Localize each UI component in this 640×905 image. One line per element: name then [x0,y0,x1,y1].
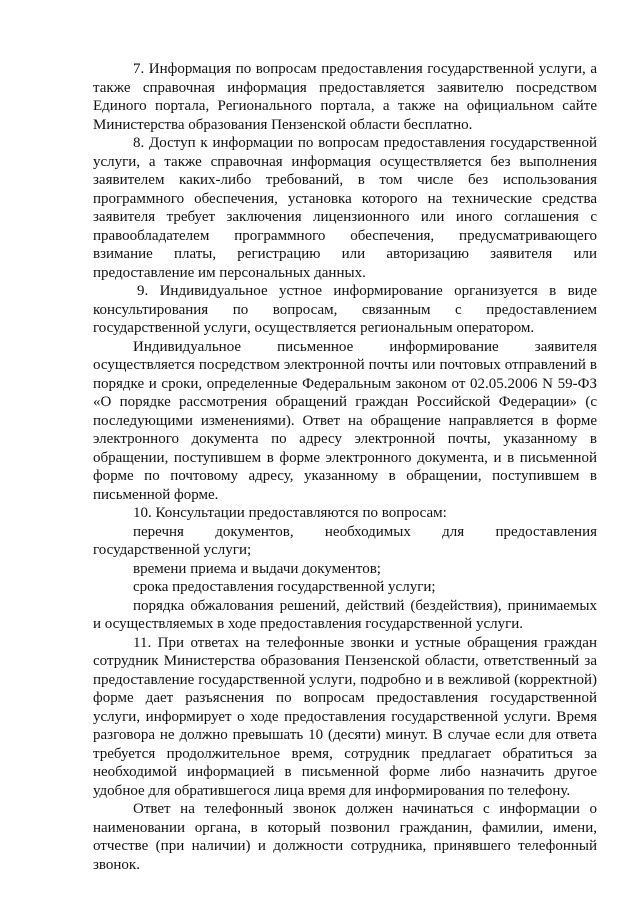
paragraph-7-online-info: 7. Информация по вопросам предоставления государственной услуги, а также справочная информация предоставляется заявителю посредством Единого портала, Регионального портала, а также на официальном сайте Министерства образования Пензенской области бесплатно. [93,61,597,133]
list-item-documents: перечня документов, необходимых для предоставления государственной услуги; [93,523,597,558]
list-item-appeal-procedure: порядка обжалования решений, действий (бездействия), принимаемых и осуществляемых в ходе предоставления государственной услуги. [93,597,597,632]
paragraph-phone-greeting: Ответ на телефонный звонок должен начинаться с информации о наименовании органа, в который позвонил гражданин, фамилии, имени, отчестве (при наличии) и должности сотрудника, принявшего телефонный звонок. [93,801,597,873]
paragraph-written-informing: Индивидуальное письменное информирование заявителя осуществляется посредством электронной почты или почтовых отправлений в порядке и сроки, определенные Федеральным законом от 02.05.2006 N 59-ФЗ «О порядке рассмотрения обращений граждан Российской Федерации» (с последующими изменениями). Ответ на обращение направляется в форме электронного документа по адресу электронной почты, указанному в обращении, поступившем в форме электронного документа, и в письменной форме по почтовому адресу, указанному в обращении, поступившем в письменной форме. [93,338,597,503]
paragraph-8-free-access: 8. Доступ к информации по вопросам предоставления государственной услуги, а также справочная информация осуществляется без выполнения заявителем каких-либо требований, в том числе без использования программного обеспечения, установка которого на технические средства заявителя требует заключения лицензионного или иного соглашения с правообладателем программного обеспечения, предусматривающего взимание платы, регистрацию или авторизацию заявителя или предоставление им персональных данных. [93,135,597,281]
paragraph-11-phone-answers: 11. При ответах на телефонные звонки и устные обращения граждан сотрудник Министерства образования Пензенской области, ответственный за предоставление государственной услуги, подробно и в вежливой (корректной) форме дает разъяснения по вопросам предоставления государственной услуги, информирует о ходе предоставления государственной услуги. Время разговора не должно превышать 10 (десяти) минут. В случае если для ответа требуется продолжительное время, сотрудник предлагает обратиться за необходимой информацией в письменной форме либо назначить другое удобное для обратившегося лица время для информирования по телефону. [93,634,597,799]
document-page [93,60,597,874]
list-item-service-term: срока предоставления государственной услуги; [133,579,436,595]
paragraph-9-oral-consulting: 9. Индивидуальное устное информирование организуется в виде консультирования по вопросам, связанным с предоставлением государственной услуги, осуществляется региональным оператором. [93,283,597,336]
paragraph-10-consultation-topics: 10. Консультации предоставляются по вопросам: [133,505,447,521]
list-item-reception-time: времени приема и выдачи документов; [133,560,381,577]
